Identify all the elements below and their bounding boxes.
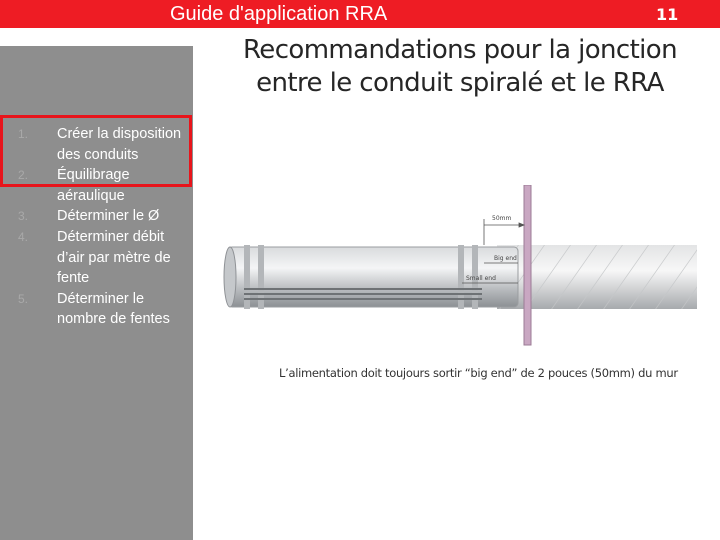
step-label: Déterminer débit d’air par mètre de fente [57, 228, 171, 287]
step-label: Équilibrage aéraulique [57, 167, 130, 204]
step-label: Déterminer le nombre de fentes [57, 290, 170, 328]
label-small-end: Small end [466, 275, 496, 282]
step-label: Déterminer le Ø [57, 208, 160, 225]
step-item-2[interactable]: 2. Équilibrage aéraulique [18, 167, 130, 204]
document-title: Guide d'application RRA [170, 3, 388, 25]
step-item-3[interactable]: 3. Déterminer le Ø [18, 208, 160, 225]
header-bar [0, 0, 720, 28]
duct-junction-diagram [222, 185, 702, 365]
dimension-50mm [484, 219, 524, 245]
step-label: Créer la disposition des conduits [57, 126, 182, 163]
figure-caption: L’alimentation doit toujours sortir “big end” de 2 pouces (50mm) du mur [279, 366, 678, 380]
label-big-end: Big end [494, 255, 517, 262]
step-item-4[interactable]: 4. Déterminer débit d’air par mètre de fente [18, 228, 171, 287]
step-item-5[interactable]: 5. Déterminer le nombre de fentes [18, 290, 170, 328]
page-number: 11 [656, 5, 679, 24]
slide-heading: Recommandations pour la jonction entre le conduit spiralé et le RRA [243, 35, 677, 98]
label-50mm: 50mm [492, 215, 512, 222]
wall [524, 185, 531, 345]
step-item-1[interactable]: 1. Créer la disposition des conduits [18, 126, 182, 163]
active-step-highlight [0, 115, 192, 187]
